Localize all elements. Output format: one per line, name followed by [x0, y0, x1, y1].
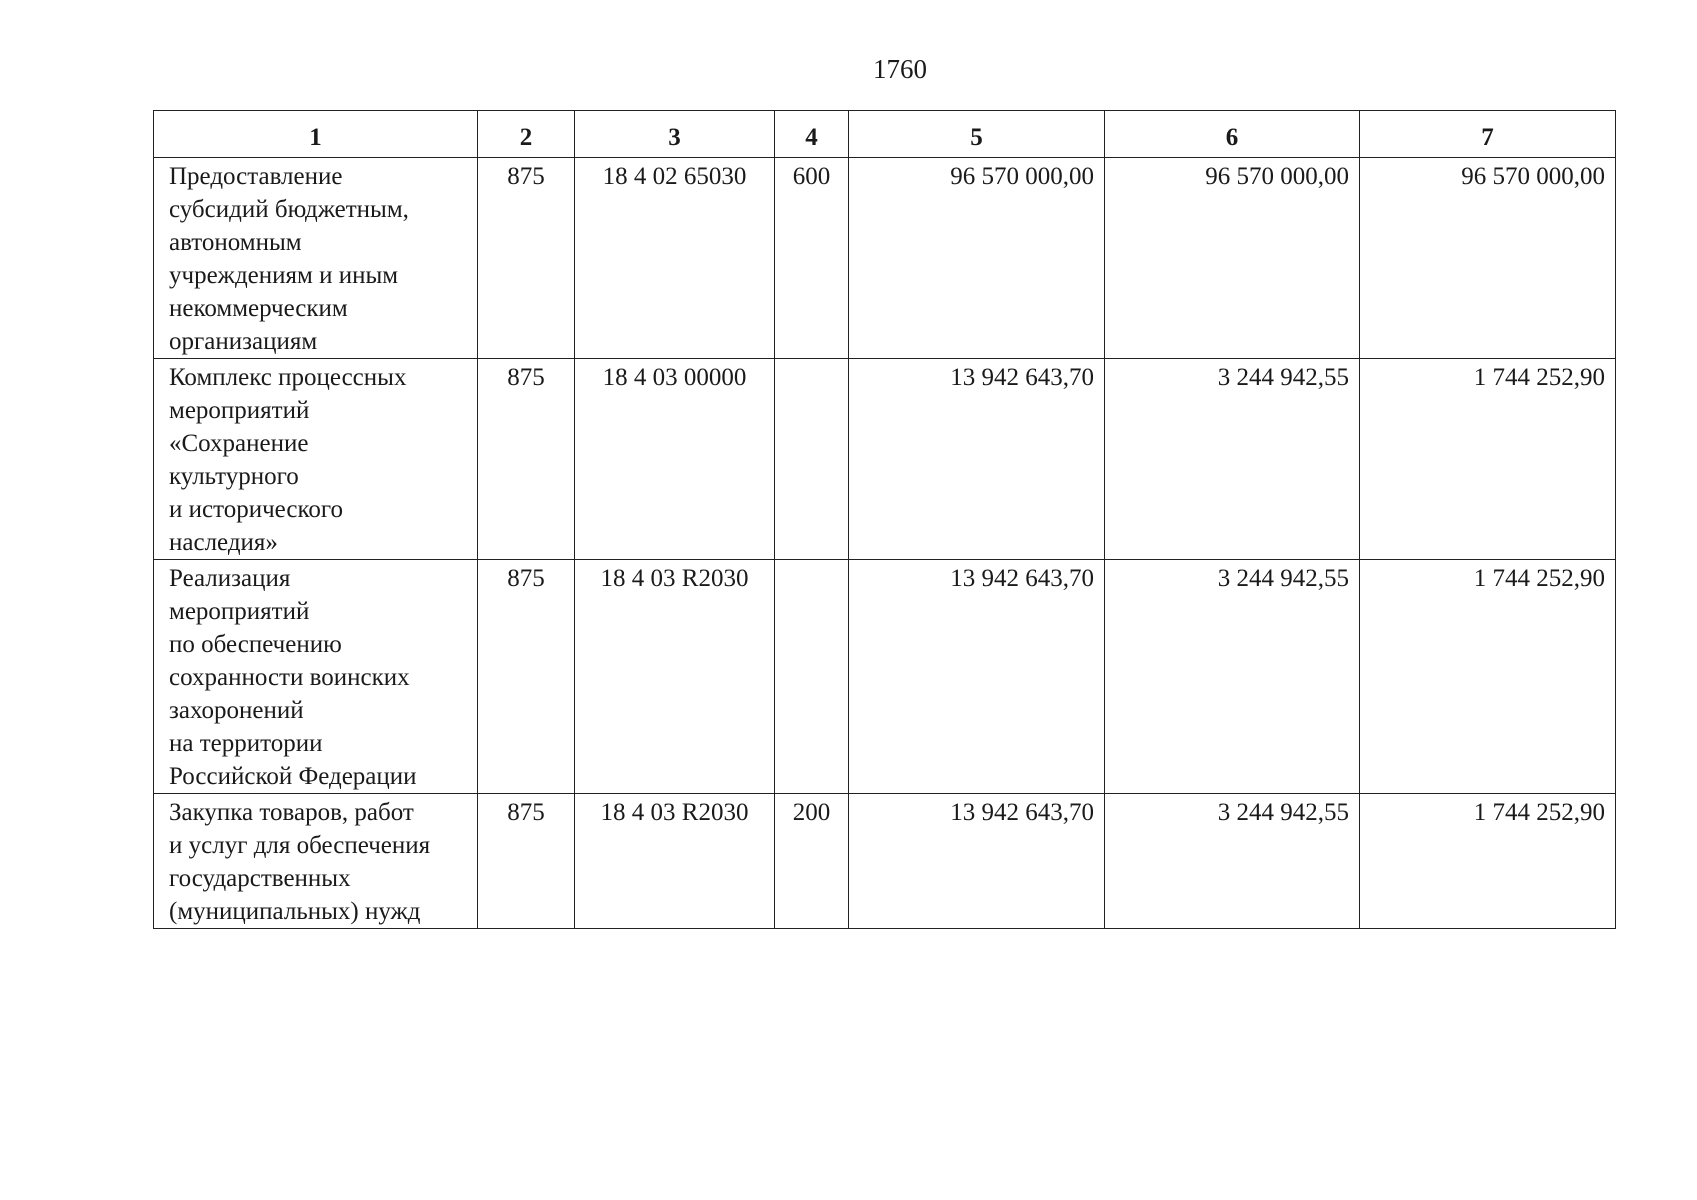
row-col2: 875 — [478, 158, 575, 359]
column-header-2: 2 — [478, 111, 575, 158]
row-col2: 875 — [478, 359, 575, 560]
table-row — [154, 560, 1616, 794]
budget-table — [153, 110, 1616, 929]
page-number: 1760 — [873, 54, 927, 84]
row-col7: 1 744 252,90 — [1360, 794, 1616, 929]
row-col7: 1 744 252,90 — [1360, 359, 1616, 560]
table-row — [154, 359, 1616, 560]
row-col5: 13 942 643,70 — [849, 359, 1105, 560]
row-col4 — [775, 359, 849, 560]
table-header-row — [154, 111, 1616, 158]
row-col5: 96 570 000,00 — [849, 158, 1105, 359]
row-col6: 3 244 942,55 — [1105, 794, 1360, 929]
row-col2: 875 — [478, 794, 575, 929]
column-header-1: 1 — [154, 111, 478, 158]
table-row — [154, 794, 1616, 929]
row-col3: 18 4 03 R2030 — [575, 560, 775, 794]
row-name: Предоставление субсидий бюджетным, автономным учреждениям и иным некоммерческим организациям — [154, 158, 478, 359]
row-col6: 96 570 000,00 — [1105, 158, 1360, 359]
row-col3: 18 4 03 00000 — [575, 359, 775, 560]
row-col3: 18 4 02 65030 — [575, 158, 775, 359]
row-col7: 1 744 252,90 — [1360, 560, 1616, 794]
row-name: Закупка товаров, работ и услуг для обеспечения государственных (муниципальных) нужд — [154, 794, 478, 929]
column-header-7: 7 — [1360, 111, 1616, 158]
row-col4: 200 — [775, 794, 849, 929]
row-col5: 13 942 643,70 — [849, 560, 1105, 794]
row-col4 — [775, 560, 849, 794]
column-header-5: 5 — [849, 111, 1105, 158]
column-header-6: 6 — [1105, 111, 1360, 158]
row-col3: 18 4 03 R2030 — [575, 794, 775, 929]
column-header-3: 3 — [575, 111, 775, 158]
row-name: Комплекс процессных мероприятий «Сохранение культурного и исторического наследия» — [154, 359, 478, 560]
row-col6: 3 244 942,55 — [1105, 359, 1360, 560]
row-col7: 96 570 000,00 — [1360, 158, 1616, 359]
column-header-4: 4 — [775, 111, 849, 158]
row-col4: 600 — [775, 158, 849, 359]
row-col5: 13 942 643,70 — [849, 794, 1105, 929]
row-name: Реализация мероприятий по обеспечению сохранности воинских захоронений на территории Российской Федерации — [154, 560, 478, 794]
table-row — [154, 158, 1616, 359]
row-col2: 875 — [478, 560, 575, 794]
row-col6: 3 244 942,55 — [1105, 560, 1360, 794]
